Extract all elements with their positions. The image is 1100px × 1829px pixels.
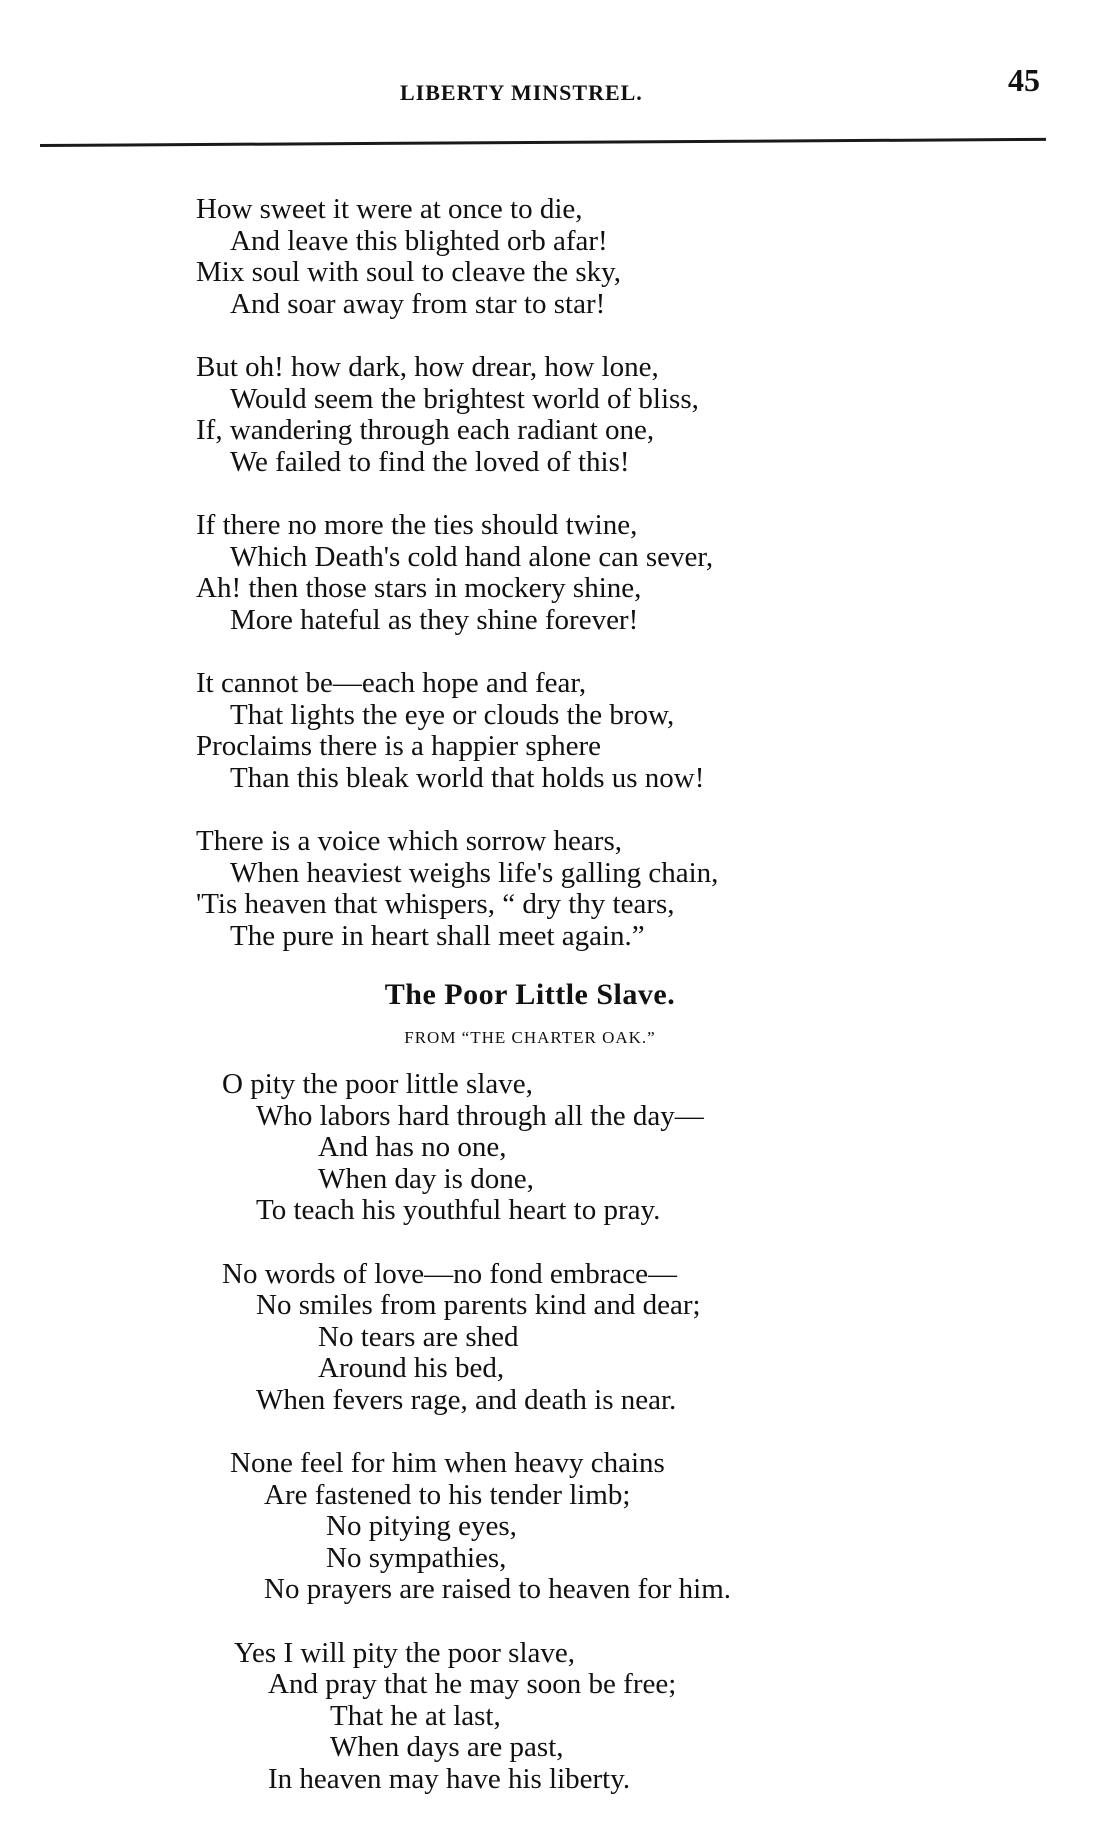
stanza [196,352,718,478]
poem-line: More hateful as they shine forever! [230,603,639,636]
poem-line: That lights the eye or clouds the brow, [230,698,675,731]
header-rule [40,138,1046,147]
poem-line: Would seem the brightest world of bliss, [230,382,699,415]
poem-first [196,194,718,984]
poem-attribution [0,1028,1100,1048]
poem-line: No prayers are raised to heaven for him. [264,1573,732,1605]
poem-line: There is a voice which sorrow hears, [196,825,622,857]
poem-line: How sweet it were at once to die, [196,193,583,225]
poem-line: Ah! then those stars in mockery shine, [196,572,642,604]
poem-line: Mix soul with soul to cleave the sky, [196,256,622,288]
stanza [196,826,718,952]
poem-line: Are fastened to his tender limb; [264,1478,631,1511]
poem-line: And pray that he may soon be free; [268,1668,677,1700]
poem-line: In heaven may have his liberty. [268,1762,631,1795]
poem-line: It cannot be—each hope and fear, [196,667,587,699]
poem-second [222,1069,731,1827]
poem-line: And leave this blighted orb afar! [230,224,608,257]
stanza [222,1069,731,1227]
poem-line: No tears are shed [318,1320,519,1353]
poem-line: To teach his youthful heart to pray. [256,1194,661,1226]
stanza [222,1259,731,1417]
poem-line: But oh! how dark, how drear, how lone, [196,351,659,383]
poem-line: When fevers rage, and death is near. [256,1383,677,1416]
poem-attribution-text: FROM “THE CHARTER OAK.” [404,1028,656,1047]
poem-title-text: The Poor Little Slave. [384,978,676,1011]
poem-line: 'Tis heaven that whispers, “ dry thy tears, [196,888,675,920]
poem-line: That he at last, [330,1699,501,1732]
poem-line: None feel for him when heavy chains [230,1447,665,1479]
stanza [196,668,718,794]
poem-line: When heaviest weighs life's galling chain, [230,856,719,889]
poem-line: Which Death's cold hand alone can sever, [230,540,714,573]
poem-line: If there no more the ties should twine, [196,509,638,541]
poem-line: Yes I will pity the poor slave, [234,1636,576,1669]
poem-line: No pitying eyes, [326,1510,517,1542]
poem-line: Who labors hard through all the day— [256,1099,704,1132]
stanza [196,510,718,636]
poem-line: Around his bed, [318,1352,505,1384]
poem-line: No smiles from parents kind and dear; [256,1289,701,1321]
running-title: LIBERTY MINSTREL. [400,80,643,105]
poem-line: When days are past, [330,1731,564,1763]
page-number: 45 [1008,62,1040,98]
stanza [222,1448,731,1606]
poem-line: Proclaims there is a happier sphere [196,730,602,762]
poem-line: We failed to find the loved of this! [230,445,630,478]
poem-line: The pure in heart shall meet again.” [230,919,645,952]
poem-line: No words of love—no fond embrace— [222,1257,678,1290]
stanza [222,1638,731,1796]
stanza [196,194,718,320]
poem-line: No sympathies, [326,1541,507,1574]
poem-line: And has no one, [318,1131,507,1163]
poem-line: When day is done, [318,1162,534,1195]
poem-line: O pity the poor little slave, [222,1068,533,1100]
poem-line: And soar away from star to star! [230,287,606,320]
poem-line: If, wandering through each radiant one, [196,414,655,446]
poem-line: Than this bleak world that holds us now! [230,761,705,794]
poem-title [0,978,1100,1012]
